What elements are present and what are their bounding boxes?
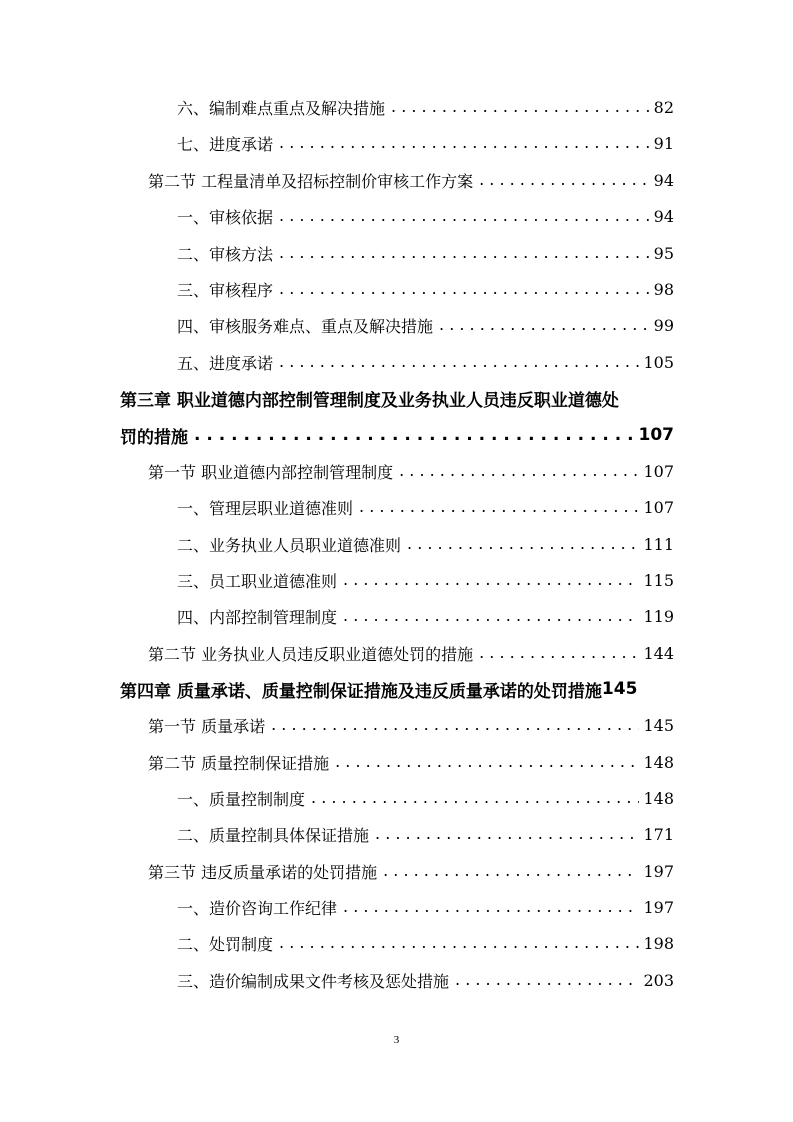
toc-leader-dots	[375, 826, 639, 842]
toc-entry-title: 第一节 质量承诺	[148, 716, 266, 736]
toc-entry[interactable]	[177, 817, 674, 851]
toc-entry-title: 第二节 业务执业人员违反职业道德处罚的措施	[148, 644, 474, 664]
toc-entry[interactable]	[177, 926, 674, 960]
toc-leader-dots	[407, 536, 639, 552]
toc-leader-dots	[279, 135, 650, 151]
toc-entry-title: 二、审核方法	[177, 244, 274, 264]
toc-entry-page: 148	[643, 788, 674, 808]
toc-entry[interactable]	[148, 854, 674, 888]
toc-entry-page: 107	[643, 497, 674, 517]
toc-leader-dots	[479, 172, 650, 188]
toc-entry[interactable]	[177, 599, 674, 633]
toc-entry[interactable]	[148, 454, 674, 488]
toc-entry-page: 98	[653, 279, 674, 299]
toc-chapter-entry[interactable]	[120, 418, 674, 452]
toc-entry[interactable]	[148, 636, 674, 670]
toc-leader-dots	[439, 317, 650, 333]
toc-entry-title: 一、管理层职业道德准则	[177, 498, 354, 518]
toc-leader-dots	[271, 717, 639, 733]
toc-entry-title: 第三节 违反质量承诺的处罚措施	[148, 862, 378, 882]
toc-entry[interactable]	[177, 490, 674, 524]
toc-entry[interactable]	[148, 708, 674, 742]
toc-entry[interactable]	[177, 345, 674, 379]
toc-entry[interactable]	[177, 90, 674, 124]
toc-entry-page: 144	[643, 643, 674, 663]
toc-entry-title: 三、员工职业道德准则	[177, 571, 338, 591]
toc-entry-title: 二、质量控制具体保证措施	[177, 825, 370, 845]
toc-entry-page: 94	[653, 206, 674, 226]
toc-entry[interactable]	[177, 199, 674, 233]
toc-entry[interactable]	[177, 236, 674, 270]
toc-chapter-entry[interactable]	[120, 672, 674, 706]
toc-leader-dots	[383, 863, 639, 879]
toc-leader-dots	[279, 208, 650, 224]
toc-leader-dots	[194, 427, 635, 444]
toc-leader-dots	[279, 281, 650, 297]
toc-entry-page: 203	[643, 970, 674, 990]
toc-entry-title: 七、进度承诺	[177, 134, 274, 154]
toc-entry-page: 94	[653, 170, 674, 190]
toc-entry-page: 119	[643, 606, 674, 626]
page-number: 3	[393, 1034, 400, 1046]
toc-entry[interactable]	[177, 308, 674, 342]
toc-entry[interactable]	[177, 781, 674, 815]
toc-entry-title: 第二节 工程量清单及招标控制价审核工作方案	[148, 171, 474, 191]
toc-entry-page: 145	[601, 679, 638, 699]
toc-entry-title: 二、业务执业人员职业道德准则	[177, 535, 402, 555]
toc-entry-page: 145	[643, 715, 674, 735]
toc-entry-title: 一、审核依据	[177, 207, 274, 227]
toc-chapter-heading[interactable]	[120, 381, 674, 415]
toc-leader-dots	[279, 354, 639, 370]
toc-entry[interactable]	[177, 527, 674, 561]
toc-leader-dots	[359, 499, 639, 515]
toc-entry-page: 105	[643, 352, 674, 372]
toc-entry-page: 95	[653, 243, 674, 263]
toc-entry-page: 197	[643, 897, 674, 917]
toc-entry-page: 107	[643, 461, 674, 481]
toc-entry-title: 五、进度承诺	[177, 353, 274, 373]
toc-entry[interactable]	[177, 890, 674, 924]
toc-entry-page: 198	[643, 933, 674, 953]
toc-entry-page: 171	[643, 824, 674, 844]
toc-entry-title: 第二节 质量控制保证措施	[148, 753, 330, 773]
toc-leader-dots	[343, 899, 639, 915]
toc-leader-dots	[455, 972, 639, 988]
toc-entry-page: 82	[653, 97, 674, 117]
toc-entry[interactable]	[177, 272, 674, 306]
toc-entry[interactable]	[177, 963, 674, 997]
toc-leader-dots	[479, 645, 639, 661]
toc-entry-title: 六、编制难点重点及解决措施	[177, 98, 386, 118]
toc-entry[interactable]	[177, 563, 674, 597]
toc-entry-title: 四、审核服务难点、重点及解决措施	[177, 316, 434, 336]
toc-leader-dots	[343, 608, 639, 624]
toc-entry-title: 二、处罚制度	[177, 934, 274, 954]
toc-leader-dots	[335, 754, 639, 770]
toc-entry-page: 91	[653, 133, 674, 153]
toc-entry-page: 115	[643, 570, 674, 590]
toc-entry-title: 三、造价编制成果文件考核及惩处措施	[177, 971, 450, 991]
toc-leader-dots	[399, 463, 639, 479]
toc-entry[interactable]	[148, 163, 674, 197]
toc-leader-dots	[311, 790, 639, 806]
toc-chapter-title-line1: 第三章 职业道德内部控制管理制度及业务执业人员违反职业道德处	[120, 390, 619, 411]
toc-entry-title: 三、审核程序	[177, 280, 274, 300]
toc-entry[interactable]	[148, 745, 674, 779]
toc-entry-page: 111	[643, 534, 674, 554]
toc-entry-page: 99	[653, 315, 674, 335]
toc-entry[interactable]	[177, 126, 674, 160]
toc-entry-title: 一、造价咨询工作纪律	[177, 898, 338, 918]
toc-entry-page: 107	[638, 425, 674, 445]
toc-leader-dots	[391, 99, 650, 115]
toc-chapter-title-line2: 罚的措施	[120, 427, 188, 448]
toc-entry-page: 148	[643, 752, 674, 772]
toc-leader-dots	[279, 245, 650, 261]
toc-chapter-title: 第四章 质量承诺、质量控制保证措施及违反质量承诺的处罚措施	[120, 681, 602, 702]
toc-entry-title: 一、质量控制制度	[177, 789, 306, 809]
toc-leader-dots	[343, 572, 639, 588]
toc-entry-title: 第一节 职业道德内部控制管理制度	[148, 462, 394, 482]
toc-entry-page: 197	[643, 861, 674, 881]
toc-leader-dots	[279, 935, 639, 951]
toc-entry-title: 四、内部控制管理制度	[177, 607, 338, 627]
